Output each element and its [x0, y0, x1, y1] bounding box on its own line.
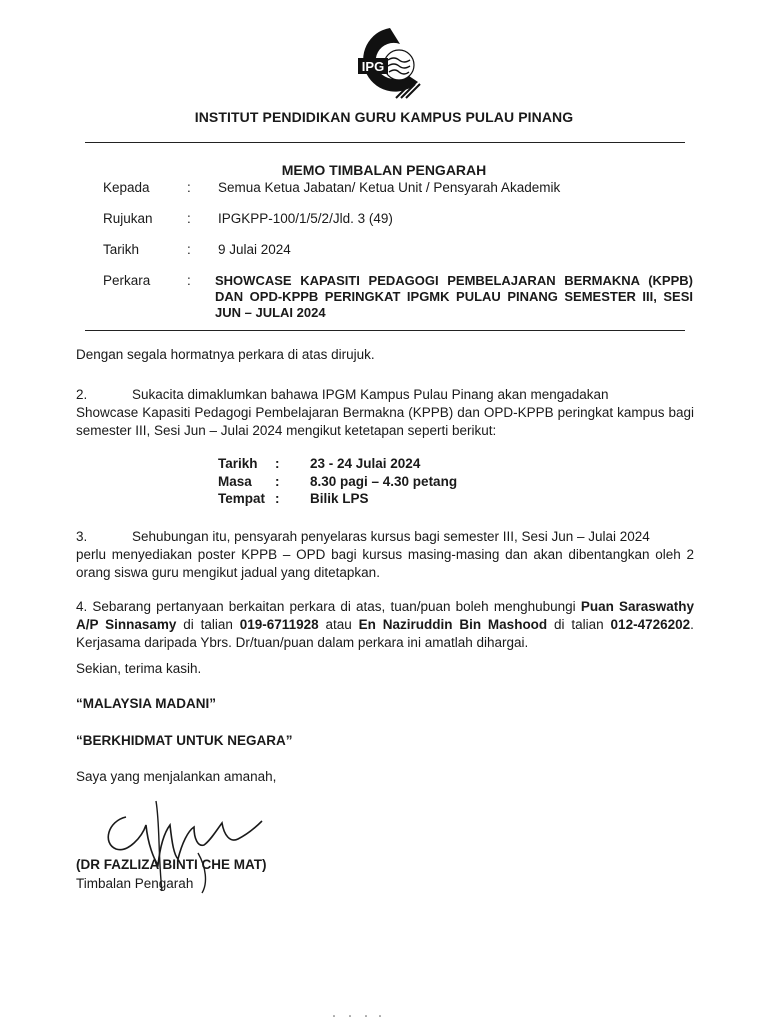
perkara-subject: SHOWCASE KAPASITI PEDAGOGI PEMBELAJARAN BERMAKNA (KPPB) DAN OPD-KPPB PERINGKAT IPGMK PULAU PINANG SEMESTER III, SESI JUN – JULAI 2024 — [215, 273, 693, 320]
paragraph-2-line1: Sukacita dimaklumkan bahawa IPGM Kampus Pulau Pinang akan mengadakan — [132, 387, 609, 402]
slogan-malaysia-madani: “MALAYSIA MADANI” — [76, 696, 217, 711]
tarikh-colon: : — [187, 242, 191, 257]
institute-name: INSTITUT PENDIDIKAN GURU KAMPUS PULAU PINANG — [194, 109, 574, 125]
kepada-value: Semua Ketua Jabatan/ Ketua Unit / Pensyarah Akademik — [218, 180, 561, 195]
kepada-label: Kepada — [103, 180, 150, 195]
paragraph-2-first-line — [76, 386, 694, 404]
paragraph-3-first-line — [76, 528, 694, 546]
signoff-line: Saya yang menjalankan amanah, — [76, 769, 277, 784]
perkara-colon: : — [187, 273, 191, 288]
contact-phone-2: 012-4726202 — [610, 617, 691, 632]
paragraph-4-text-2: di talian — [183, 617, 233, 632]
perkara-label: Perkara — [103, 273, 151, 288]
ipg-logo — [352, 24, 422, 100]
svg-text:IPG: IPG — [361, 59, 385, 74]
paragraph-3 — [76, 528, 694, 582]
paragraph-4 — [76, 598, 694, 652]
scan-specks — [330, 1013, 390, 1019]
rujukan-colon: : — [187, 211, 191, 226]
contact-name-1: Puan Saraswathy A/P Sinnasamy — [76, 599, 695, 632]
paragraph-2-rest: Showcase Kapasiti Pedagogi Pembelajaran Bermakna (KPPB) dan OPD-KPPB peringkat kampus bagi semester III, Sesi Jun – Julai 2024 mengikut ketetapan seperti berikut: — [76, 405, 694, 438]
event-tempat-label: Tempat — [218, 491, 266, 506]
paragraph-4-text-4: di talian — [554, 617, 604, 632]
event-tempat-value: Bilik LPS — [310, 491, 369, 506]
event-masa-colon: : — [275, 474, 280, 489]
event-masa-label: Masa — [218, 474, 252, 489]
event-tarikh-label: Tarikh — [218, 456, 258, 471]
opening-line: Dengan segala hormatnya perkara di atas dirujuk. — [76, 347, 375, 362]
contact-name-2: En Naziruddin Bin Mashood — [358, 617, 548, 632]
contact-phone-1: 019-6711928 — [239, 617, 319, 632]
rujukan-value: IPGKPP-100/1/5/2/Jld. 3 (49) — [218, 211, 393, 226]
paragraph-3-number: 3. — [76, 529, 88, 544]
closing-line: Sekian, terima kasih. — [76, 661, 202, 676]
paragraph-4-text-1: 4. Sebarang pertanyaan berkaitan perkara di atas, tuan/puan boleh menghubungi — [76, 599, 576, 614]
event-tarikh-colon: : — [275, 456, 280, 471]
header-divider-top — [85, 142, 685, 143]
memo-title: MEMO TIMBALAN PENGARAH — [281, 162, 487, 178]
header-divider-bottom — [85, 330, 685, 331]
slogan-berkhidmat: “BERKHIDMAT UNTUK NEGARA” — [76, 733, 293, 748]
rujukan-label: Rujukan — [103, 211, 153, 226]
paragraph-3-line1: Sehubungan itu, pensyarah penyelaras kursus bagi semester III, Sesi Jun – Julai 2024 — [132, 529, 650, 544]
paragraph-3-rest: perlu menyediakan poster KPPB – OPD bagi kursus masing-masing dan akan dibentangkan oleh 2 orang siswa guru mengikut jadual yang ditetapkan. — [76, 547, 694, 580]
tarikh-label: Tarikh — [103, 242, 140, 257]
paragraph-4-text-5: . Kerjasama daripada Ybrs. Dr/tuan/puan dalam perkara ini amatlah dihargai. — [76, 617, 694, 650]
event-masa-value: 8.30 pagi – 4.30 petang — [310, 474, 458, 489]
signer-name: (DR FAZLIZA BINTI CHE MAT) — [76, 857, 267, 872]
paragraph-4-text-3: atau — [325, 617, 352, 632]
event-tarikh-value: 23 - 24 Julai 2024 — [310, 456, 421, 471]
kepada-colon: : — [187, 180, 191, 195]
tarikh-value: 9 Julai 2024 — [218, 242, 291, 257]
paragraph-2 — [76, 386, 694, 440]
paragraph-2-number: 2. — [76, 387, 88, 402]
signer-title: Timbalan Pengarah — [76, 876, 194, 891]
event-tempat-colon: : — [275, 491, 280, 506]
